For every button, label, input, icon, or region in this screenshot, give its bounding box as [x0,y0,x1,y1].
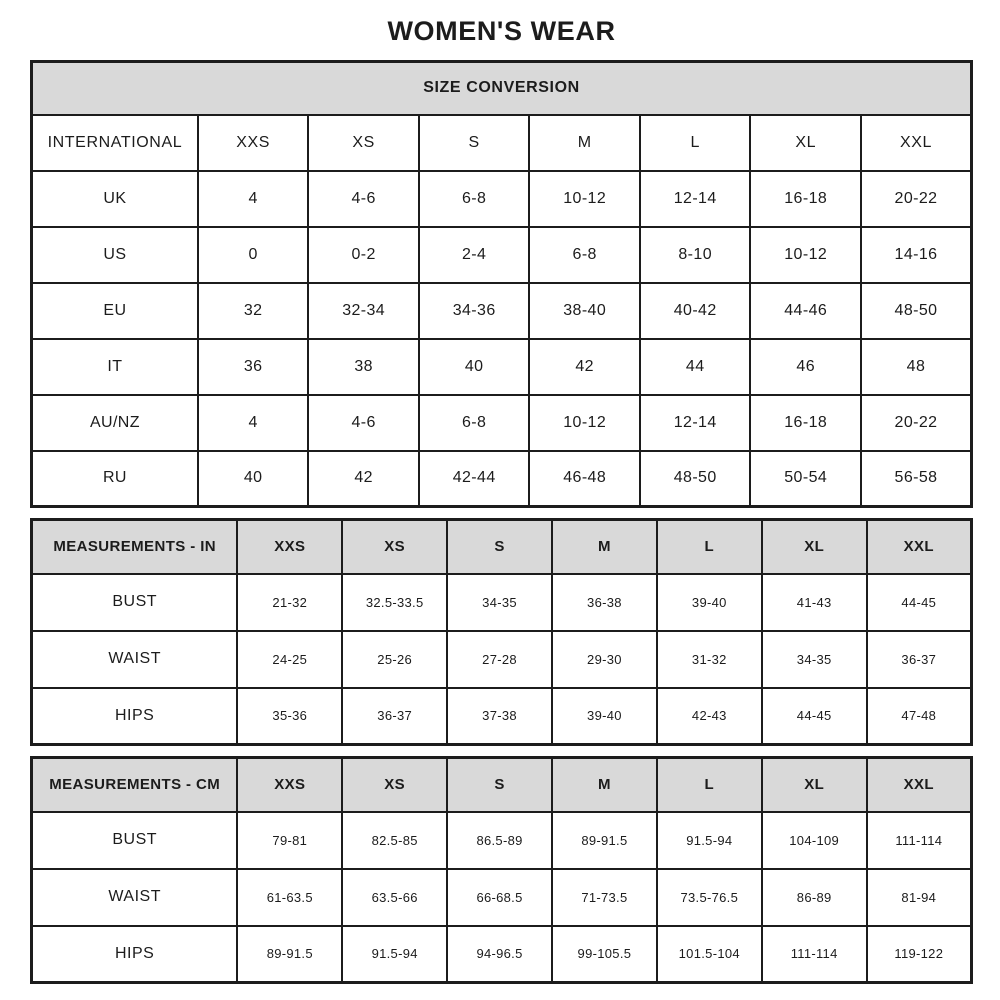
size-value-eu-m: 38-40 [529,283,640,339]
row-label-au-nz: AU/NZ [32,395,198,451]
column-header-s: S [419,115,530,171]
size-value-uk-s: 6-8 [419,171,530,227]
size-value-au-nz-s: 6-8 [419,395,530,451]
size-value-au-nz-l: 12-14 [640,395,751,451]
size-header-in-xxl: XXL [867,520,972,574]
measure-value-in-waist-xxs: 24-25 [237,631,342,688]
measure-value-in-waist-xs: 25-26 [342,631,447,688]
size-value-ru-xxs: 40 [198,451,309,507]
size-value-us-xl: 10-12 [750,227,861,283]
size-value-us-xxs: 0 [198,227,309,283]
measure-value-in-bust-s: 34-35 [447,574,552,631]
measure-value-cm-waist-xxl: 81-94 [867,869,972,926]
size-value-eu-xxl: 48-50 [861,283,972,339]
size-value-eu-xl: 44-46 [750,283,861,339]
measure-value-in-hips-xl: 44-45 [762,688,867,745]
size-value-us-xxl: 14-16 [861,227,972,283]
size-header-in-xs: XS [342,520,447,574]
size-value-uk-m: 10-12 [529,171,640,227]
column-header-xxl: XXL [861,115,972,171]
size-value-it-s: 40 [419,339,530,395]
measure-value-cm-bust-xs: 82.5-85 [342,812,447,869]
measure-value-in-bust-l: 39-40 [657,574,762,631]
column-header-xs: XS [308,115,419,171]
measure-row-in-waist [32,631,972,688]
measure-value-cm-waist-s: 66-68.5 [447,869,552,926]
measure-value-cm-hips-l: 101.5-104 [657,926,762,983]
size-header-cm-s: S [447,758,552,812]
size-conversion-columns-row [32,115,972,171]
size-value-au-nz-xxl: 20-22 [861,395,972,451]
size-value-au-nz-xl: 16-18 [750,395,861,451]
size-value-uk-xs: 4-6 [308,171,419,227]
row-label-eu: EU [32,283,198,339]
measure-value-in-hips-l: 42-43 [657,688,762,745]
size-value-ru-m: 46-48 [529,451,640,507]
measure-value-in-bust-xxs: 21-32 [237,574,342,631]
measure-value-cm-waist-l: 73.5-76.5 [657,869,762,926]
measurements-cm-header: MEASUREMENTS - CM [32,758,238,812]
measure-value-cm-bust-xl: 104-109 [762,812,867,869]
column-header-xl: XL [750,115,861,171]
size-value-ru-xs: 42 [308,451,419,507]
measurements-cm-header-row [32,758,972,812]
size-header-in-m: M [552,520,657,574]
measure-value-in-waist-m: 29-30 [552,631,657,688]
size-row-us [32,227,972,283]
size-conversion-header: SIZE CONVERSION [32,62,972,115]
measure-value-cm-hips-m: 99-105.5 [552,926,657,983]
measure-value-in-waist-s: 27-28 [447,631,552,688]
measure-row-cm-hips [32,926,972,983]
size-value-uk-xxl: 20-22 [861,171,972,227]
measure-value-in-bust-xl: 41-43 [762,574,867,631]
size-header-cm-m: M [552,758,657,812]
row-label-us: US [32,227,198,283]
size-value-it-xl: 46 [750,339,861,395]
measure-value-cm-waist-xs: 63.5-66 [342,869,447,926]
measure-row-in-bust [32,574,972,631]
size-row-uk [32,171,972,227]
size-row-au-nz [32,395,972,451]
size-header-cm-l: L [657,758,762,812]
size-header-cm-xl: XL [762,758,867,812]
size-value-uk-l: 12-14 [640,171,751,227]
size-value-us-l: 8-10 [640,227,751,283]
size-header-cm-xs: XS [342,758,447,812]
size-value-ru-xl: 50-54 [750,451,861,507]
size-header-in-xxs: XXS [237,520,342,574]
measure-value-in-hips-m: 39-40 [552,688,657,745]
measure-value-cm-waist-xxs: 61-63.5 [237,869,342,926]
measure-value-cm-hips-s: 94-96.5 [447,926,552,983]
size-value-it-xxl: 48 [861,339,972,395]
measure-value-in-bust-m: 36-38 [552,574,657,631]
measure-value-in-waist-xl: 34-35 [762,631,867,688]
measure-row-cm-bust [32,812,972,869]
size-header-in-s: S [447,520,552,574]
column-header-international: INTERNATIONAL [32,115,198,171]
size-value-ru-l: 48-50 [640,451,751,507]
page-title: WOMEN'S WEAR [387,16,616,46]
measure-value-in-waist-xxl: 36-37 [867,631,972,688]
row-label-it: IT [32,339,198,395]
measurements-in-header-row [32,520,972,574]
measure-value-in-bust-xs: 32.5-33.5 [342,574,447,631]
measure-value-cm-bust-xxs: 79-81 [237,812,342,869]
measure-value-cm-hips-xxl: 119-122 [867,926,972,983]
measure-value-in-hips-xs: 36-37 [342,688,447,745]
size-row-ru [32,451,972,507]
measurements-cm-table [30,756,973,984]
size-value-it-m: 42 [529,339,640,395]
size-value-it-xs: 38 [308,339,419,395]
size-header-cm-xxs: XXS [237,758,342,812]
size-value-au-nz-m: 10-12 [529,395,640,451]
size-value-uk-xxs: 4 [198,171,309,227]
measure-value-in-hips-xxl: 47-48 [867,688,972,745]
size-value-us-xs: 0-2 [308,227,419,283]
measure-value-in-waist-l: 31-32 [657,631,762,688]
column-header-m: M [529,115,640,171]
size-value-au-nz-xxs: 4 [198,395,309,451]
size-value-ru-xxl: 56-58 [861,451,972,507]
size-value-us-m: 6-8 [529,227,640,283]
row-label-in-hips: HIPS [32,688,238,745]
size-conversion-banner-row [32,62,972,115]
size-value-uk-xl: 16-18 [750,171,861,227]
measure-value-cm-bust-xxl: 111-114 [867,812,972,869]
row-label-cm-waist: WAIST [32,869,238,926]
row-label-in-bust: BUST [32,574,238,631]
column-header-xxs: XXS [198,115,309,171]
size-value-ru-s: 42-44 [419,451,530,507]
size-value-us-s: 2-4 [419,227,530,283]
size-value-eu-l: 40-42 [640,283,751,339]
measure-value-in-bust-xxl: 44-45 [867,574,972,631]
measure-value-cm-waist-m: 71-73.5 [552,869,657,926]
row-label-cm-hips: HIPS [32,926,238,983]
size-value-it-xxs: 36 [198,339,309,395]
size-header-in-l: L [657,520,762,574]
row-label-cm-bust: BUST [32,812,238,869]
size-header-cm-xxl: XXL [867,758,972,812]
measure-row-cm-waist [32,869,972,926]
size-row-eu [32,283,972,339]
row-label-ru: RU [32,451,198,507]
measure-value-cm-hips-xl: 111-114 [762,926,867,983]
measure-value-cm-waist-xl: 86-89 [762,869,867,926]
measure-row-in-hips [32,688,972,745]
size-value-au-nz-xs: 4-6 [308,395,419,451]
measurements-in-table [30,518,973,746]
row-label-uk: UK [32,171,198,227]
measure-value-cm-hips-xxs: 89-91.5 [237,926,342,983]
size-value-eu-xxs: 32 [198,283,309,339]
size-conversion-table [30,60,973,508]
measure-value-in-hips-s: 37-38 [447,688,552,745]
measure-value-cm-bust-s: 86.5-89 [447,812,552,869]
size-value-eu-xs: 32-34 [308,283,419,339]
measure-value-in-hips-xxs: 35-36 [237,688,342,745]
measure-value-cm-hips-xs: 91.5-94 [342,926,447,983]
size-row-it [32,339,972,395]
size-header-in-xl: XL [762,520,867,574]
column-header-l: L [640,115,751,171]
measure-value-cm-bust-l: 91.5-94 [657,812,762,869]
size-value-eu-s: 34-36 [419,283,530,339]
measurements-in-header: MEASUREMENTS - IN [32,520,238,574]
measure-value-cm-bust-m: 89-91.5 [552,812,657,869]
row-label-in-waist: WAIST [32,631,238,688]
size-value-it-l: 44 [640,339,751,395]
